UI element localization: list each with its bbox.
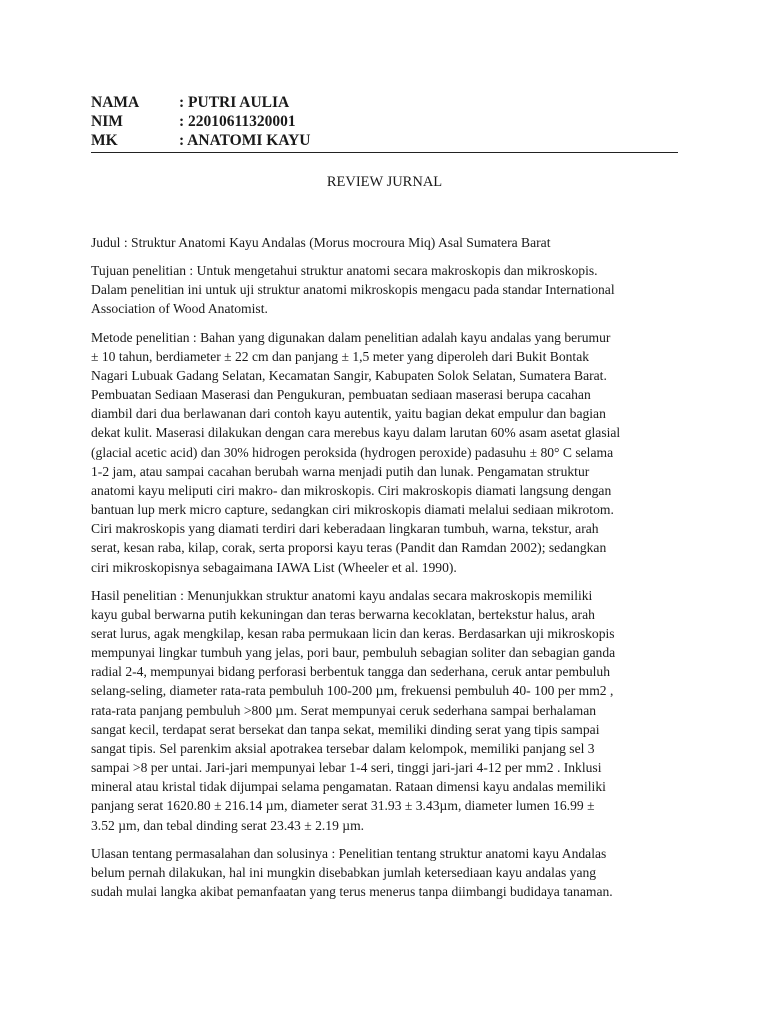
name-label: NAMA [91,94,140,111]
nim-value: : 22010611320001 [179,113,296,130]
text-line: Ciri makroskopis yang diamati terdiri dari keberadaan lingkaran tumbuh, warna, tekstur, arah [91,521,599,537]
text-line: Metode penelitian : Bahan yang digunakan dalam penelitian adalah kayu andalas yang berumur [91,329,611,345]
paragraph-ulasan [91,844,681,901]
text-line: diambil dari dua berlawanan dari contoh kayu autentik, yaitu bagian dekat empulur dan bagian [91,406,606,422]
nim-label: NIM [91,113,123,130]
student-info-header [91,93,678,150]
text-line: Hasil penelitian : Menunjukkan struktur anatomi kayu andalas secara makroskopis memiliki [91,587,593,603]
text-line: bantuan lup merk micro capture, sedangkan ciri mikroskopis diamati melalui sediaan mikrotom. [91,502,614,518]
text-line: Dalam penelitian ini untuk uji struktur anatomi mikroskopis mengacu pada standar International [91,282,615,298]
text-line: mempunyai lingkar tumbuh yang jelas, pori baur, pembuluh sebagian soliter dan sebagian ganda [91,645,616,661]
document-body [91,233,681,910]
paragraph-tujuan [91,261,681,318]
text-line: rata-rata panjang pembuluh >800 µm. Serat mempunyai ceruk sederhana sampai berhalaman [91,702,597,718]
name-row [91,93,678,112]
text-line: sudah mulai langka akibat pemanfaatan yang terus menerus tanpa diimbangi budidaya tanaman. [91,884,613,899]
course-row [91,131,678,150]
text-line: 3.52 µm, dan tebal dinding serat 23.43 ± 2.19 µm. [91,817,365,833]
text-line: radial 2-4, mempunyai bidang perforasi berbentuk tangga dan sederhana, ceruk antar pembuluh [91,664,611,680]
paragraph-hasil [91,586,681,835]
text-line: serat lurus, agak mengkilap, kesan raba permukaan licin dan keras. Berdasarkan uji mikroskopis [91,625,615,641]
text-line: sangat tipis. Sel parenkim aksial apotrakea tersebar dalam kelompok, memiliki panjang sel 3 [91,740,595,756]
text-line: sampai >8 per untai. Jari-jari mempunyai lebar 1-4 seri, tinggi jari-jari 4-12 per mm2 . Inklusi [91,760,602,776]
text-line: (glacial acetic acid) dan 30% hidrogen peroksida (hydrogen peroxide) padasuhu ± 80° C selama [91,444,614,460]
course-label: MK [91,132,118,149]
text-line: mineral atau kristal tidak dijumpai selama pengamatan. Rataan dimensi kayu andalas memiliki [91,779,606,795]
text-line: serat, kesan raba, kilap, corak, serta proporsi kayu teras (Pandit dan Ramdan 2002); sedangkan [91,540,607,556]
text-line: ciri mikroskopisnya sebagaimana IAWA List (Wheeler et al. 1990). [91,559,457,575]
nim-row [91,112,678,131]
text-line: Association of Wood Anatomist. [91,301,268,317]
text-line: Tujuan penelitian : Untuk mengetahui struktur anatomi secara makroskopis dan mikroskopis. [91,263,598,279]
text-line: 1-2 jam, atau sampai cacahan berubah warna menjadi putih dan lunak. Pengamatan struktur [91,463,590,479]
text-line: kayu gubal berwarna putih kekuningan dan teras berwarna kecoklatan, bertekstur halus, arah [91,606,595,622]
text-line: panjang serat 1620.80 ± 216.14 µm, diameter serat 31.93 ± 3.43µm, diameter lumen 16.99 ± [91,798,595,814]
document-title: REVIEW JURNAL [326,174,443,190]
text-line: selang-seling, diameter rata-rata pembuluh 100-200 µm, frekuensi pembuluh 40- 100 per mm2 , [91,683,614,699]
text-line: anatomi kayu meliputi ciri makro- dan mikroskopis. Ciri makroskopis diamati langsung dengan [91,482,612,498]
text-line: Nagari Lubuak Gadang Selatan, Kecamatan Sangir, Kabupaten Solok Selatan, Sumatera Barat. [91,367,607,383]
text-line: Pembuatan Sediaan Maserasi dan Pengukuran, pembuatan sediaan maserasi berupa cacahan [91,387,591,403]
text-line: ± 10 tahun, berdiameter ± 22 cm dan panjang ± 1,5 meter yang diperoleh dari Bukit Bontak [91,348,590,364]
text-line: sangat kecil, terdapat serat bersekat dan tanpa sekat, memiliki dinding serat yang tipis sampai [91,721,600,737]
paragraph-metode [91,328,681,577]
header-divider [91,152,678,153]
text-line: Ulasan tentang permasalahan dan solusinya : Penelitian tentang struktur anatomi kayu Andalas [91,845,607,861]
text-line: Judul : Struktur Anatomi Kayu Andalas (Morus mocroura Miq) Asal Sumatera Barat [91,235,551,250]
course-value: : ANATOMI KAYU [179,132,311,149]
text-line: dekat kulit. Maserasi dilakukan dengan cara merebus kayu dalam larutan 60% asam asetat glasial [91,425,621,441]
name-value: : PUTRI AULIA [179,94,290,111]
paragraph-judul [91,233,681,252]
text-line: belum pernah dilakukan, hal ini mungkin disebabkan jumlah ketersediaan kayu andalas yang [91,864,597,880]
